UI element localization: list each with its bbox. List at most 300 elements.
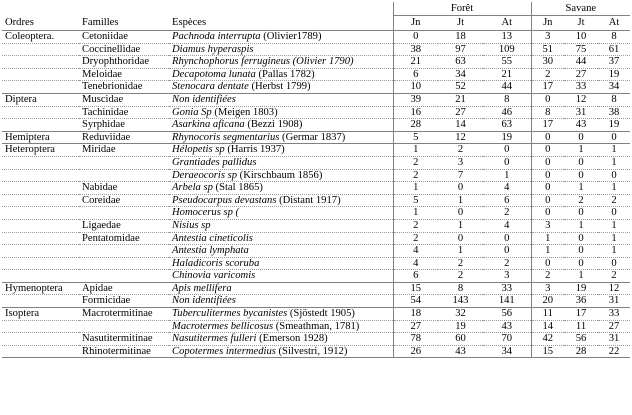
value-foret-at: 3 — [483, 270, 531, 283]
value-foret-jt: 0 — [438, 207, 483, 220]
value-savane-at: 61 — [598, 43, 630, 56]
value-savane-jn: 14 — [531, 320, 564, 333]
ordre-cell — [2, 81, 79, 94]
value-foret-jn: 27 — [393, 320, 438, 333]
espece-name: Diamus hyperaspis — [172, 43, 254, 55]
espece-name: Non identifiées — [172, 93, 236, 105]
value-foret-at: 8 — [483, 93, 531, 106]
table-row — [2, 43, 630, 56]
value-savane-at: 0 — [598, 131, 630, 144]
famille-cell: Formicidae — [79, 295, 169, 308]
espece-cell — [169, 295, 393, 308]
value-savane-at: 19 — [598, 68, 630, 81]
value-foret-at: 0 — [483, 245, 531, 258]
espece-cell — [169, 345, 393, 358]
value-savane-jt: 17 — [564, 308, 598, 321]
value-savane-jn: 11 — [531, 308, 564, 321]
value-savane-jt: 11 — [564, 320, 598, 333]
value-savane-jn: 0 — [531, 93, 564, 106]
espece-cell — [169, 308, 393, 321]
header-familles: Familles — [79, 16, 169, 31]
ordre-cell — [2, 295, 79, 308]
espece-name: Antestia lymphata — [172, 245, 249, 257]
value-foret-at: 63 — [483, 119, 531, 132]
famille-cell — [79, 320, 169, 333]
value-foret-jt: 18 — [438, 31, 483, 44]
espece-cell — [169, 56, 393, 69]
famille-cell: Nasutitermitinae — [79, 333, 169, 346]
espece-cell — [169, 43, 393, 56]
table-row — [2, 194, 630, 207]
value-savane-jt: 31 — [564, 106, 598, 119]
value-foret-at: 44 — [483, 81, 531, 94]
value-foret-at: 0 — [483, 144, 531, 157]
header-ordres: Ordres — [2, 16, 79, 31]
value-foret-jt: 32 — [438, 308, 483, 321]
value-foret-at: 109 — [483, 43, 531, 56]
espece-name: Macrotermes bellicosus — [172, 320, 274, 332]
value-savane-jt: 44 — [564, 56, 598, 69]
espece-cell — [169, 144, 393, 157]
famille-cell: Macrotermitinae — [79, 308, 169, 321]
value-savane-at: 1 — [598, 144, 630, 157]
ordre-cell: Heteroptera — [2, 144, 79, 157]
value-savane-jt: 0 — [564, 257, 598, 270]
value-savane-jn: 1 — [531, 232, 564, 245]
espece-cell — [169, 119, 393, 132]
espece-cell — [169, 320, 393, 333]
value-foret-jn: 26 — [393, 345, 438, 358]
espece-name: Chinovia varicomis — [172, 270, 256, 282]
ordre-cell — [2, 43, 79, 56]
famille-cell: Apidae — [79, 282, 169, 295]
value-foret-at: 70 — [483, 333, 531, 346]
ordre-cell — [2, 270, 79, 283]
famille-cell — [79, 270, 169, 283]
famille-cell — [79, 245, 169, 258]
value-foret-jn: 6 — [393, 270, 438, 283]
value-savane-jt: 56 — [564, 333, 598, 346]
famille-cell: Tachinidae — [79, 106, 169, 119]
value-savane-at: 0 — [598, 207, 630, 220]
value-savane-jt: 0 — [564, 207, 598, 220]
value-savane-at: 1 — [598, 245, 630, 258]
value-savane-jn: 42 — [531, 333, 564, 346]
value-savane-jt: 1 — [564, 219, 598, 232]
espece-name: Nasutitermes fulleri — [172, 333, 257, 345]
espece-author: (Olivier1789) — [260, 31, 322, 42]
value-savane-jn: 0 — [531, 207, 564, 220]
value-savane-jt: 33 — [564, 81, 598, 94]
value-savane-jt: 1 — [564, 182, 598, 195]
ordre-cell — [2, 68, 79, 81]
espece-name: Haladicoris scoruba — [172, 257, 260, 269]
ordre-cell — [2, 232, 79, 245]
value-savane-at: 33 — [598, 308, 630, 321]
espece-author: (Stal 1865) — [212, 182, 263, 194]
header-savane-at: At — [598, 16, 630, 31]
header-group-row — [2, 2, 630, 16]
value-foret-jt: 97 — [438, 43, 483, 56]
value-foret-at: 21 — [483, 68, 531, 81]
espece-name: Rhynocoris segmentarius — [172, 131, 280, 143]
value-savane-jn: 0 — [531, 257, 564, 270]
value-foret-jn: 2 — [393, 232, 438, 245]
value-savane-at: 37 — [598, 56, 630, 69]
espece-name: Copotermes intermedius — [172, 345, 276, 357]
famille-cell — [79, 156, 169, 169]
espece-name: Arbela sp — [172, 182, 213, 194]
famille-cell: Coccinellidae — [79, 43, 169, 56]
value-foret-jn: 10 — [393, 81, 438, 94]
value-foret-jn: 1 — [393, 207, 438, 220]
espece-name: Deraeocoris sp — [172, 169, 238, 181]
value-savane-jn: 0 — [531, 182, 564, 195]
famille-cell: Tenebrionidae — [79, 81, 169, 94]
table-row — [2, 333, 630, 346]
table-row — [2, 119, 630, 132]
table-row — [2, 345, 630, 358]
famille-cell: Muscidae — [79, 93, 169, 106]
espece-cell — [169, 106, 393, 119]
value-savane-jn: 0 — [531, 131, 564, 144]
value-savane-jt: 28 — [564, 345, 598, 358]
ordre-cell: Hemiptera — [2, 131, 79, 144]
value-foret-jn: 78 — [393, 333, 438, 346]
value-foret-jt: 21 — [438, 93, 483, 106]
value-foret-jt: 63 — [438, 56, 483, 69]
table-row — [2, 320, 630, 333]
espece-name: Non identifiées — [172, 295, 236, 307]
espece-author: (Germar 1837) — [279, 131, 346, 143]
value-foret-jt: 27 — [438, 106, 483, 119]
ordre-cell: Hymenoptera — [2, 282, 79, 295]
ordre-cell — [2, 345, 79, 358]
value-savane-jn: 20 — [531, 295, 564, 308]
espece-cell — [169, 257, 393, 270]
famille-cell: Ligaedae — [79, 219, 169, 232]
header-foret-jn: Jn — [393, 16, 438, 31]
value-foret-jt: 43 — [438, 345, 483, 358]
value-savane-at: 19 — [598, 119, 630, 132]
value-savane-at: 31 — [598, 333, 630, 346]
value-savane-at: 27 — [598, 320, 630, 333]
espece-author: (Distant 1917) — [276, 194, 341, 206]
espece-author: (Kirschbaum 1856) — [237, 169, 323, 181]
value-savane-jt: 2 — [564, 194, 598, 207]
value-savane-jt: 0 — [564, 169, 598, 182]
ordre-cell — [2, 182, 79, 195]
famille-cell: Rhinotermitinae — [79, 345, 169, 358]
header-especes: Espèces — [169, 16, 393, 31]
ordre-cell — [2, 169, 79, 182]
espece-author: (Emerson 1928) — [256, 333, 328, 345]
ordre-cell: Coleoptera. — [2, 31, 79, 44]
espece-name: Decapotoma lunata — [172, 68, 256, 80]
header-group-savane: Savane — [531, 2, 630, 16]
famille-cell — [79, 207, 169, 220]
value-foret-jn: 2 — [393, 219, 438, 232]
value-foret-jt: 12 — [438, 131, 483, 144]
value-foret-jt: 7 — [438, 169, 483, 182]
value-foret-at: 0 — [483, 156, 531, 169]
value-foret-jt: 2 — [438, 257, 483, 270]
value-foret-jt: 60 — [438, 333, 483, 346]
value-foret-jn: 28 — [393, 119, 438, 132]
value-savane-jn: 3 — [531, 31, 564, 44]
espece-name: Pseudocarpus devastans — [172, 194, 277, 206]
value-foret-at: 19 — [483, 131, 531, 144]
value-foret-at: 1 — [483, 169, 531, 182]
table-row — [2, 106, 630, 119]
ordre-cell — [2, 245, 79, 258]
value-foret-jn: 1 — [393, 182, 438, 195]
espece-cell — [169, 93, 393, 106]
value-foret-jn: 5 — [393, 194, 438, 207]
famille-cell — [79, 169, 169, 182]
espece-name: Gonia Sp — [172, 106, 212, 118]
espece-cell — [169, 219, 393, 232]
value-foret-at: 4 — [483, 182, 531, 195]
ordre-cell — [2, 320, 79, 333]
value-foret-jn: 18 — [393, 308, 438, 321]
value-savane-jt: 0 — [564, 245, 598, 258]
espece-author: (Harris 1937) — [224, 144, 285, 156]
value-foret-jn: 2 — [393, 156, 438, 169]
table-row — [2, 282, 630, 295]
espece-cell — [169, 156, 393, 169]
value-savane-at: 8 — [598, 93, 630, 106]
value-foret-jn: 54 — [393, 295, 438, 308]
ordre-cell — [2, 106, 79, 119]
ordre-cell — [2, 194, 79, 207]
espece-name: Rhynchophorus ferrugineus (Olivier 1790) — [172, 56, 354, 68]
value-foret-jt: 1 — [438, 245, 483, 258]
value-savane-jt: 75 — [564, 43, 598, 56]
value-savane-at: 31 — [598, 295, 630, 308]
espece-author: (Sjöstedt 1905) — [287, 308, 355, 320]
ordre-cell — [2, 119, 79, 132]
espece-name: Apis mellifera — [172, 282, 232, 294]
header-savane-jn: Jn — [531, 16, 564, 31]
header-group-foret: Forêt — [393, 2, 531, 16]
header-foret-at: At — [483, 16, 531, 31]
value-foret-jt: 3 — [438, 156, 483, 169]
value-foret-jn: 4 — [393, 245, 438, 258]
value-savane-jn: 2 — [531, 68, 564, 81]
famille-cell: Cetoniidae — [79, 31, 169, 44]
espece-name: Nisius sp — [172, 219, 211, 231]
value-savane-jt: 12 — [564, 93, 598, 106]
value-savane-jt: 1 — [564, 270, 598, 283]
value-foret-at: 34 — [483, 345, 531, 358]
espece-cell — [169, 31, 393, 44]
value-savane-jn: 8 — [531, 106, 564, 119]
table-row — [2, 207, 630, 220]
value-savane-jt: 19 — [564, 282, 598, 295]
value-savane-at: 0 — [598, 257, 630, 270]
value-savane-jt: 36 — [564, 295, 598, 308]
famille-cell: Reduviidae — [79, 131, 169, 144]
value-foret-at: 6 — [483, 194, 531, 207]
table-row — [2, 257, 630, 270]
espece-name: Pachnoda interrupta — [172, 31, 261, 42]
value-foret-at: 56 — [483, 308, 531, 321]
value-savane-at: 38 — [598, 106, 630, 119]
espece-cell — [169, 207, 393, 220]
espece-name: Asarkina aficana — [172, 119, 245, 131]
table-row — [2, 68, 630, 81]
value-foret-jt: 0 — [438, 182, 483, 195]
value-savane-jn: 30 — [531, 56, 564, 69]
value-savane-jt: 0 — [564, 131, 598, 144]
espece-author: (Silvestri, 1912) — [275, 345, 348, 357]
value-savane-at: 34 — [598, 81, 630, 94]
table-row — [2, 295, 630, 308]
espece-cell — [169, 182, 393, 195]
value-savane-jt: 0 — [564, 232, 598, 245]
header-foret-jt: Jt — [438, 16, 483, 31]
value-foret-jt: 14 — [438, 119, 483, 132]
espece-author: (Smeathman, 1781) — [273, 320, 360, 332]
table-row — [2, 308, 630, 321]
value-foret-jt: 2 — [438, 144, 483, 157]
value-savane-jn: 0 — [531, 169, 564, 182]
famille-cell: Miridae — [79, 144, 169, 157]
table-row — [2, 270, 630, 283]
value-savane-jn: 15 — [531, 345, 564, 358]
value-foret-jn: 16 — [393, 106, 438, 119]
table-row — [2, 232, 630, 245]
value-savane-at: 1 — [598, 182, 630, 195]
espece-author: (Bezzi 1908) — [244, 119, 303, 131]
value-savane-jn: 3 — [531, 219, 564, 232]
espece-author: (Herbst 1799) — [248, 81, 311, 93]
table-row — [2, 182, 630, 195]
value-foret-jn: 0 — [393, 31, 438, 44]
value-foret-at: 46 — [483, 106, 531, 119]
ordre-cell — [2, 333, 79, 346]
famille-cell: Syrphidae — [79, 119, 169, 132]
ordre-cell — [2, 56, 79, 69]
value-foret-jt: 8 — [438, 282, 483, 295]
value-foret-at: 2 — [483, 257, 531, 270]
ordre-cell — [2, 219, 79, 232]
value-foret-jt: 1 — [438, 194, 483, 207]
espece-author: (Pallas 1782) — [255, 68, 315, 80]
value-foret-jt: 143 — [438, 295, 483, 308]
espece-name: Homocerus sp ( — [172, 207, 240, 219]
value-savane-at: 1 — [598, 219, 630, 232]
value-foret-jn: 21 — [393, 56, 438, 69]
famille-cell: Dryophthoridae — [79, 56, 169, 69]
espece-cell — [169, 194, 393, 207]
value-savane-jt: 43 — [564, 119, 598, 132]
espece-author: (Meigen 1803) — [211, 106, 278, 118]
table-row — [2, 81, 630, 94]
value-savane-jt: 27 — [564, 68, 598, 81]
value-savane-jt: 1 — [564, 144, 598, 157]
espece-name: Tuberculitermes bycanistes — [172, 308, 288, 320]
value-savane-jn: 2 — [531, 270, 564, 283]
value-foret-jt: 34 — [438, 68, 483, 81]
value-foret-jn: 15 — [393, 282, 438, 295]
espece-cell — [169, 333, 393, 346]
value-foret-jn: 38 — [393, 43, 438, 56]
value-foret-at: 43 — [483, 320, 531, 333]
espece-cell — [169, 245, 393, 258]
value-savane-jn: 0 — [531, 156, 564, 169]
value-savane-at: 22 — [598, 345, 630, 358]
espece-cell — [169, 232, 393, 245]
value-foret-jn: 4 — [393, 257, 438, 270]
value-foret-jt: 19 — [438, 320, 483, 333]
espece-cell — [169, 169, 393, 182]
famille-cell: Nabidae — [79, 182, 169, 195]
famille-cell: Meloidae — [79, 68, 169, 81]
ordre-cell — [2, 207, 79, 220]
value-foret-jt: 52 — [438, 81, 483, 94]
value-savane-at: 1 — [598, 156, 630, 169]
espece-cell — [169, 131, 393, 144]
table-row — [2, 144, 630, 157]
ordre-cell — [2, 156, 79, 169]
value-savane-jn: 3 — [531, 282, 564, 295]
header-savane-jt: Jt — [564, 16, 598, 31]
value-foret-at: 2 — [483, 207, 531, 220]
value-foret-jn: 2 — [393, 169, 438, 182]
ordre-cell — [2, 257, 79, 270]
espece-cell — [169, 68, 393, 81]
value-foret-jn: 39 — [393, 93, 438, 106]
espece-name: Antestia cineticolis — [172, 232, 253, 244]
value-foret-jt: 2 — [438, 270, 483, 283]
value-savane-at: 2 — [598, 270, 630, 283]
value-foret-jn: 1 — [393, 144, 438, 157]
value-savane-jt: 0 — [564, 156, 598, 169]
value-foret-jn: 6 — [393, 68, 438, 81]
value-savane-jn: 0 — [531, 144, 564, 157]
value-foret-jt: 1 — [438, 219, 483, 232]
espece-cell — [169, 270, 393, 283]
table-row — [2, 219, 630, 232]
value-savane-jn: 17 — [531, 119, 564, 132]
ordre-cell: Isoptera — [2, 308, 79, 321]
espece-cell — [169, 282, 393, 295]
value-foret-at: 13 — [483, 31, 531, 44]
espece-name: Stenocara dentate — [172, 81, 249, 93]
espece-name: Hélopetis sp — [172, 144, 225, 156]
value-foret-at: 33 — [483, 282, 531, 295]
value-savane-jt: 10 — [564, 31, 598, 44]
value-savane-at: 1 — [598, 232, 630, 245]
header-row — [2, 16, 630, 31]
table-row — [2, 169, 630, 182]
value-foret-at: 141 — [483, 295, 531, 308]
value-savane-at: 12 — [598, 282, 630, 295]
espece-name: Grantiades pallidus — [172, 156, 257, 168]
value-foret-jt: 0 — [438, 232, 483, 245]
table-row — [2, 131, 630, 144]
table-row — [2, 31, 630, 44]
value-savane-at: 0 — [598, 169, 630, 182]
ordre-cell: Diptera — [2, 93, 79, 106]
value-savane-jn: 0 — [531, 194, 564, 207]
value-savane-jn: 1 — [531, 245, 564, 258]
famille-cell — [79, 257, 169, 270]
value-savane-jn: 51 — [531, 43, 564, 56]
value-foret-at: 4 — [483, 219, 531, 232]
